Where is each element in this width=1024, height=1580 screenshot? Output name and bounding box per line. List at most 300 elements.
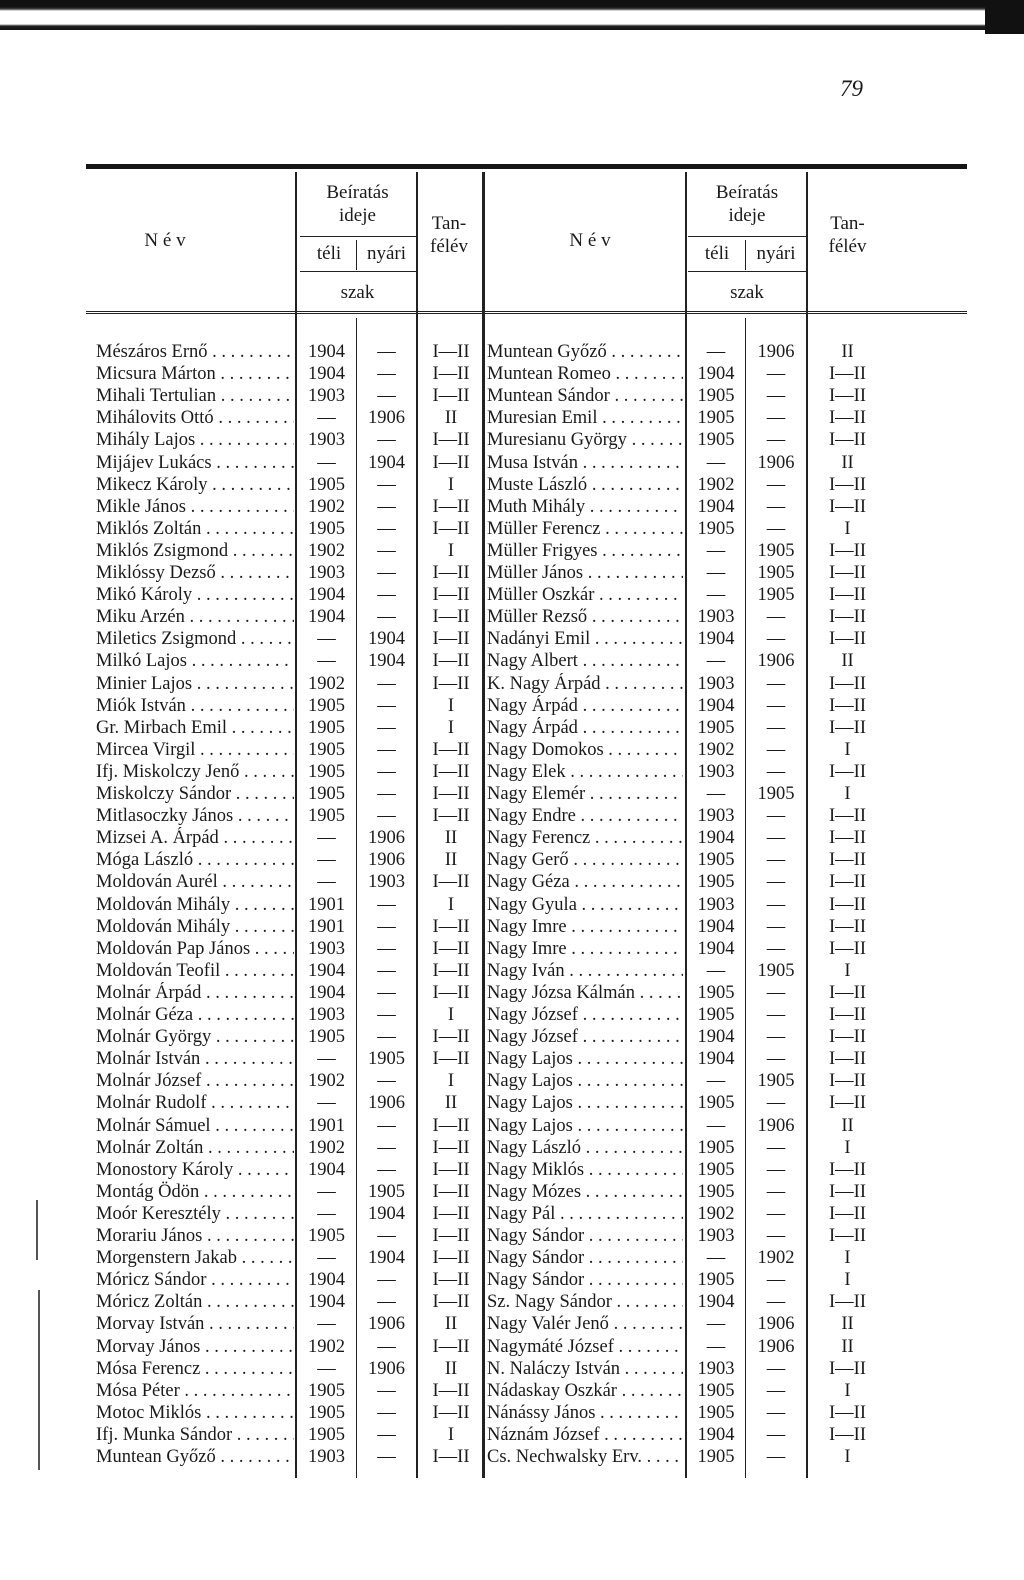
summer-term-year: 1905 <box>757 585 795 606</box>
summer-term-year: 1904 <box>368 651 405 672</box>
summer-term-year: 1905 <box>757 1071 795 1092</box>
student-name: Mircea Virgil . . . <box>96 739 294 761</box>
winter-term-year: — <box>706 1248 726 1269</box>
summer-term-year: — <box>377 739 396 760</box>
student-name: Nagy József . . . <box>487 1026 683 1048</box>
semester: II <box>841 1115 854 1136</box>
semester: I—II <box>829 761 866 782</box>
semester: I—II <box>432 1203 470 1224</box>
semester: I—II <box>829 916 866 937</box>
semester: I—II <box>432 784 470 804</box>
semester: I—II <box>829 717 866 738</box>
summer-term-year: — <box>377 1292 396 1313</box>
winter-term-year: 1904 <box>697 496 735 517</box>
winter-term-year: 1903 <box>697 894 735 915</box>
summer-term-year: — <box>377 1071 396 1092</box>
semester: I—II <box>829 408 866 429</box>
student-name: Monostory Károly . . . <box>96 1159 294 1181</box>
winter-term-year: 1905 <box>308 739 345 760</box>
student-name: Molnár István . . . <box>96 1048 294 1070</box>
student-name: Náznám József . . . <box>487 1424 683 1446</box>
semester: I <box>844 784 851 804</box>
summer-term-year: — <box>377 386 396 407</box>
winter-term-year: — <box>706 585 726 606</box>
semester: I—II <box>432 364 470 385</box>
summer-term-year: — <box>766 938 786 959</box>
summer-term-year: 1904 <box>368 629 405 650</box>
student-name: Ifj. Munka Sándor . . . <box>96 1424 294 1446</box>
winter-term-year: 1905 <box>697 430 735 451</box>
semester: I—II <box>829 540 866 561</box>
summer-term-year: — <box>766 496 786 517</box>
student-name: Muntean Sándor . . . <box>487 385 683 407</box>
header-winter-right: téli <box>704 243 730 264</box>
summer-term-year: — <box>766 828 786 849</box>
semester: I <box>447 474 455 495</box>
winter-term-year: 1904 <box>308 1292 345 1313</box>
summer-term-year: — <box>377 806 396 827</box>
semester: I <box>447 540 455 561</box>
student-name: Nagy Imre . . . <box>487 916 683 938</box>
summer-term-year: — <box>766 1027 786 1048</box>
winter-term-year: 1903 <box>308 1447 345 1467</box>
summer-term-year: — <box>377 474 396 495</box>
semester: I—II <box>432 1137 470 1158</box>
semester: II <box>444 1314 458 1335</box>
summer-term-year: — <box>766 607 786 628</box>
margin-mark <box>38 1290 40 1470</box>
student-name: Nagy Ferencz . . . <box>487 827 683 849</box>
semester: I <box>447 1071 455 1092</box>
winter-term-year: — <box>706 1314 726 1335</box>
summer-term-year: — <box>377 1137 396 1158</box>
winter-term-year: 1904 <box>697 695 735 716</box>
winter-term-year: — <box>317 1203 336 1224</box>
student-name: Nagy Lajos . . . <box>487 1092 683 1114</box>
student-name: Mizsei A. Árpád . . . <box>96 827 294 849</box>
winter-term-year: 1904 <box>308 364 345 385</box>
student-name: Nagy Árpád . . . <box>487 717 683 739</box>
header-summer-right: nyári <box>756 243 796 264</box>
summer-term-year: 1905 <box>368 1181 405 1202</box>
student-name: Mósa Ferencz . . . <box>96 1358 294 1380</box>
summer-term-year: — <box>377 960 396 981</box>
student-name: Nagy Elek . . . <box>487 761 683 783</box>
student-name: K. Nagy Árpád . . . <box>487 673 683 695</box>
table-top-rule <box>86 164 967 169</box>
student-name: Nagy Géza . . . <box>487 871 683 893</box>
header-subrule-right <box>688 236 808 237</box>
student-name: Muntean Győző . . . <box>96 1446 294 1468</box>
semester: I—II <box>432 496 470 517</box>
winter-term-year: 1905 <box>697 850 735 871</box>
winter-term-year: 1903 <box>308 1005 345 1025</box>
winter-term-year: — <box>706 342 726 362</box>
winter-term-year: 1905 <box>697 1447 735 1467</box>
summer-term-year: 1905 <box>757 960 795 981</box>
semester: I—II <box>432 806 470 827</box>
winter-term-year: 1905 <box>697 1380 735 1401</box>
semester: I—II <box>432 1447 470 1467</box>
student-name: Moldován Mihály . . . <box>96 894 294 916</box>
winter-term-year: 1902 <box>697 739 735 760</box>
semester: I—II <box>829 982 866 1003</box>
summer-term-year: — <box>766 761 786 782</box>
winter-term-year: 1905 <box>308 1380 345 1401</box>
winter-term-year: — <box>706 1071 726 1092</box>
student-name: Nádaskay Oszkár . . . <box>487 1380 683 1402</box>
summer-term-year: 1905 <box>757 784 795 804</box>
winter-term-year: 1902 <box>697 474 735 495</box>
semester: I—II <box>432 452 470 473</box>
winter-term-year: 1905 <box>308 784 345 804</box>
winter-term-year: 1905 <box>697 872 735 893</box>
winter-term-year: 1905 <box>697 1270 735 1291</box>
summer-term-year: 1906 <box>757 452 795 473</box>
student-name: Nagy Miklós . . . <box>487 1159 683 1181</box>
semester: I <box>844 518 851 539</box>
student-name: Mósa Péter . . . <box>96 1380 294 1402</box>
summer-term-year: — <box>766 1049 786 1070</box>
winter-term-year: 1903 <box>308 938 345 959</box>
student-name: Móricz Sándor . . . <box>96 1269 294 1291</box>
semester: I—II <box>829 585 866 606</box>
semester: II <box>841 1336 854 1357</box>
winter-term-year: 1904 <box>697 1049 735 1070</box>
summer-term-year: — <box>377 1424 396 1445</box>
semester: II <box>444 850 458 871</box>
winter-term-year: 1905 <box>697 1159 735 1180</box>
winter-term-year: 1901 <box>308 916 345 937</box>
semester: I—II <box>432 938 470 959</box>
student-name: Nánássy János . . . <box>487 1402 683 1424</box>
semester: I <box>844 1248 851 1269</box>
student-name: Muntean Romeo . . . <box>487 363 683 385</box>
winter-term-year: 1904 <box>697 629 735 650</box>
summer-term-year: — <box>377 364 396 385</box>
student-name: Miku Arzén . . . <box>96 606 294 628</box>
summer-term-year: — <box>766 1226 786 1246</box>
header-subrule-right-2 <box>688 271 808 272</box>
summer-term-year: — <box>766 1137 786 1158</box>
winter-term-year: 1905 <box>697 1181 735 1202</box>
student-name: Morgenstern Jakab . . . <box>96 1247 294 1269</box>
col-rule-right-winter <box>745 240 746 270</box>
header-summer-left: nyári <box>366 243 407 264</box>
summer-term-year: — <box>766 1358 786 1379</box>
summer-term-year: — <box>377 1226 396 1246</box>
winter-term-year: 1905 <box>308 806 345 827</box>
winter-term-year: — <box>706 960 726 981</box>
summer-term-year: — <box>377 1270 396 1291</box>
winter-term-year: 1904 <box>697 938 735 959</box>
student-name: Nagy Imre . . . <box>487 938 683 960</box>
summer-term-year: 1902 <box>757 1248 795 1269</box>
header-subrule-left <box>300 236 416 237</box>
semester: I—II <box>432 342 470 362</box>
winter-term-year: 1904 <box>697 916 735 937</box>
student-name: Müller János . . . <box>487 562 683 584</box>
student-name: Muresian Emil . . . <box>487 407 683 429</box>
winter-term-year: 1904 <box>697 1424 735 1445</box>
semester: I—II <box>432 629 470 650</box>
page-number: 79 <box>840 76 863 101</box>
header-semester-right-1: Tan- <box>830 213 865 234</box>
summer-term-year: — <box>377 607 396 628</box>
student-name: Nagy Endre . . . <box>487 805 683 827</box>
semester: I—II <box>829 1424 866 1445</box>
winter-term-year: 1902 <box>308 1137 345 1158</box>
semester: I—II <box>432 960 470 981</box>
winter-term-year: — <box>317 828 336 849</box>
winter-term-year: 1903 <box>697 673 735 694</box>
summer-term-year: — <box>766 916 786 937</box>
col-rule-right-summer <box>806 172 808 1478</box>
semester: II <box>444 1358 458 1379</box>
semester: I—II <box>829 872 866 893</box>
summer-term-year: 1906 <box>757 342 795 362</box>
summer-term-year: — <box>377 563 396 583</box>
table-header-rule <box>86 311 967 314</box>
summer-term-year: — <box>766 1005 786 1025</box>
student-name: Nagy Lajos . . . <box>487 1048 683 1070</box>
student-name: Nagy József . . . <box>487 1004 683 1026</box>
summer-term-year: — <box>766 1270 786 1291</box>
semester: I—II <box>829 695 866 716</box>
summer-term-year: — <box>766 850 786 871</box>
student-name: Mijájev Lukács . . . <box>96 452 294 474</box>
student-name: Cs. Nechwalsky Erv. . . . <box>487 1446 683 1468</box>
semester: II <box>841 651 854 672</box>
summer-term-year: — <box>377 540 396 561</box>
student-name: Miskolczy Sándor . . . <box>96 783 294 805</box>
student-name: Ifj. Miskolczy Jenő . . . <box>96 761 294 783</box>
semester: I—II <box>432 1402 470 1423</box>
semester: I—II <box>829 364 866 385</box>
summer-term-year: — <box>377 938 396 959</box>
winter-term-year: 1904 <box>308 1159 345 1180</box>
student-name: Miók István . . . <box>96 695 294 717</box>
winter-term-year: 1901 <box>308 894 345 915</box>
student-name: Moór Keresztély . . . <box>96 1203 294 1225</box>
student-name: Mihali Tertulian . . . <box>96 385 294 407</box>
student-name: Morariu János . . . <box>96 1225 294 1247</box>
winter-term-year: 1905 <box>697 1005 735 1025</box>
semester: I—II <box>432 1181 470 1202</box>
winter-term-year: 1905 <box>697 1093 735 1114</box>
semester: I—II <box>829 1027 866 1048</box>
margin-mark <box>36 1200 38 1260</box>
semester: I—II <box>829 1203 866 1224</box>
winter-term-year: — <box>706 1115 726 1136</box>
scan-edge-bar-corner <box>985 0 1024 34</box>
winter-term-year: — <box>706 784 726 804</box>
semester: I—II <box>829 1181 866 1202</box>
summer-term-year: — <box>766 518 786 539</box>
semester: I—II <box>432 1270 470 1291</box>
summer-term-year: 1905 <box>757 563 795 583</box>
winter-term-year: — <box>317 1358 336 1379</box>
header-winter-left: téli <box>316 243 342 264</box>
summer-term-year: 1903 <box>368 872 405 893</box>
semester: I—II <box>432 1049 470 1070</box>
student-name: Moldován Aurél . . . <box>96 871 294 893</box>
student-name: Molnár György . . . <box>96 1026 294 1048</box>
summer-term-year: — <box>377 982 396 1003</box>
semester: II <box>444 1093 458 1114</box>
summer-term-year: — <box>377 894 396 915</box>
header-enrollment-left-1: Beíratás <box>326 182 389 203</box>
semester: I—II <box>829 607 866 628</box>
student-name: Molnár Géza . . . <box>96 1004 294 1026</box>
student-name: Morvay István . . . <box>96 1313 294 1335</box>
summer-term-year: 1906 <box>368 1093 405 1114</box>
winter-term-year: 1903 <box>697 1358 735 1379</box>
winter-term-year: — <box>317 1049 336 1070</box>
student-name: Nagy Gyula . . . <box>487 894 683 916</box>
semester: I—II <box>432 1226 470 1246</box>
winter-term-year: — <box>706 1336 726 1357</box>
winter-term-year: 1903 <box>308 386 345 407</box>
summer-term-year: 1906 <box>757 1336 795 1357</box>
semester: I—II <box>829 938 866 959</box>
winter-term-year: 1903 <box>697 806 735 827</box>
semester: I—II <box>829 1049 866 1070</box>
student-name: Muntean Győző . . . <box>487 341 683 363</box>
header-semester-left-1: Tan- <box>431 213 467 234</box>
winter-term-year: — <box>317 452 336 473</box>
summer-term-year: 1906 <box>368 1314 405 1335</box>
summer-term-year: — <box>377 1402 396 1423</box>
summer-term-year: 1906 <box>757 1314 795 1335</box>
semester: I—II <box>829 1005 866 1025</box>
summer-term-year: — <box>377 695 396 716</box>
semester: I <box>447 1005 455 1025</box>
col-rule-left-summer <box>416 172 418 1478</box>
semester: II <box>841 452 854 473</box>
student-name: Mikle János . . . <box>96 496 294 518</box>
student-name: Nagy Gerő . . . <box>487 849 683 871</box>
semester: I—II <box>829 1402 866 1423</box>
summer-term-year: 1906 <box>757 651 795 672</box>
winter-term-year: 1905 <box>697 982 735 1003</box>
student-name: Nagy Albert . . . <box>487 650 683 672</box>
student-name: Motoc Miklós . . . <box>96 1402 294 1424</box>
student-name: Molnár Sámuel . . . <box>96 1115 294 1137</box>
student-name: Gr. Mirbach Emil . . . <box>96 717 294 739</box>
summer-term-year: 1906 <box>757 1115 795 1136</box>
semester: I—II <box>432 673 470 694</box>
student-name: Nagy Sándor . . . <box>487 1269 683 1291</box>
semester: I—II <box>432 563 470 583</box>
winter-term-year: 1903 <box>697 761 735 782</box>
student-name: Müller Frigyes . . . <box>487 540 683 562</box>
student-name: Molnár József . . . <box>96 1070 294 1092</box>
summer-term-year: — <box>377 1380 396 1401</box>
winter-term-year: 1904 <box>697 364 735 385</box>
winter-term-year: 1904 <box>308 960 345 981</box>
summer-term-year: — <box>766 386 786 407</box>
winter-term-year: 1905 <box>308 1027 345 1048</box>
semester: I <box>844 1447 851 1467</box>
summer-term-year: — <box>766 1292 786 1313</box>
student-name: Muste László . . . <box>487 474 683 496</box>
semester: I—II <box>829 673 866 694</box>
student-name: Miklóssy Dezső . . . <box>96 562 294 584</box>
col-rule-left-semester <box>482 172 485 1478</box>
student-name: Móricz Zoltán . . . <box>96 1291 294 1313</box>
summer-term-year: — <box>377 1115 396 1136</box>
student-name: Mikecz Károly . . . <box>96 474 294 496</box>
winter-term-year: 1904 <box>308 982 345 1003</box>
winter-term-year: 1902 <box>308 673 345 694</box>
summer-term-year: — <box>377 1027 396 1048</box>
semester: I <box>447 894 455 915</box>
semester: I—II <box>432 761 470 782</box>
header-enrollment-left-2: ideje <box>339 205 376 226</box>
student-name: Nagy Árpád . . . <box>487 695 683 717</box>
student-name: Moldován Mihály . . . <box>96 916 294 938</box>
summer-term-year: 1906 <box>368 828 405 849</box>
winter-term-year: 1903 <box>697 607 735 628</box>
summer-term-year: — <box>377 518 396 539</box>
summer-term-year: — <box>766 982 786 1003</box>
col-rule-right-winter-body <box>745 318 746 1478</box>
summer-term-year: — <box>766 629 786 650</box>
summer-term-year: — <box>766 1159 786 1180</box>
summer-term-year: — <box>377 585 396 606</box>
winter-term-year: — <box>706 651 726 672</box>
student-name: Nagy Józsa Kálmán . . . <box>487 982 683 1004</box>
summer-term-year: — <box>377 496 396 517</box>
semester: I—II <box>432 1380 470 1401</box>
semester: I—II <box>829 1292 866 1313</box>
summer-term-year: — <box>377 761 396 782</box>
student-name: Mihály Lajos . . . <box>96 429 294 451</box>
semester: I—II <box>829 474 866 495</box>
summer-term-year: — <box>766 806 786 827</box>
student-name: Mitlasoczky János . . . <box>96 805 294 827</box>
semester: I—II <box>432 982 470 1003</box>
winter-term-year: 1904 <box>697 1027 735 1048</box>
winter-term-year: 1903 <box>308 430 345 451</box>
student-name: Mészáros Ernő . . . <box>96 341 294 363</box>
student-name: Muresianu György . . . <box>487 429 683 451</box>
semester: I—II <box>432 1115 470 1136</box>
summer-term-year: — <box>377 784 396 804</box>
summer-term-year: — <box>766 894 786 915</box>
student-name: Molnár Árpád . . . <box>96 982 294 1004</box>
student-name: Nagy László . . . <box>487 1137 683 1159</box>
student-name: Nagy Domokos . . . <box>487 739 683 761</box>
summer-term-year: — <box>766 717 786 738</box>
semester: I—II <box>432 1248 470 1269</box>
summer-term-year: — <box>766 1380 786 1401</box>
col-rule-left-name <box>295 172 297 1478</box>
header-term-right: szak <box>730 282 764 303</box>
semester: I—II <box>829 894 866 915</box>
summer-term-year: — <box>766 474 786 495</box>
summer-term-year: — <box>766 1093 786 1114</box>
semester: I—II <box>432 651 470 672</box>
header-term-left: szak <box>340 282 375 303</box>
summer-term-year: — <box>377 1336 396 1357</box>
student-name: Micsura Márton . . . <box>96 363 294 385</box>
semester: II <box>444 408 458 429</box>
student-name: Sz. Nagy Sándor . . . <box>487 1291 683 1313</box>
winter-term-year: 1905 <box>308 1424 345 1445</box>
winter-term-year: 1905 <box>308 717 345 738</box>
